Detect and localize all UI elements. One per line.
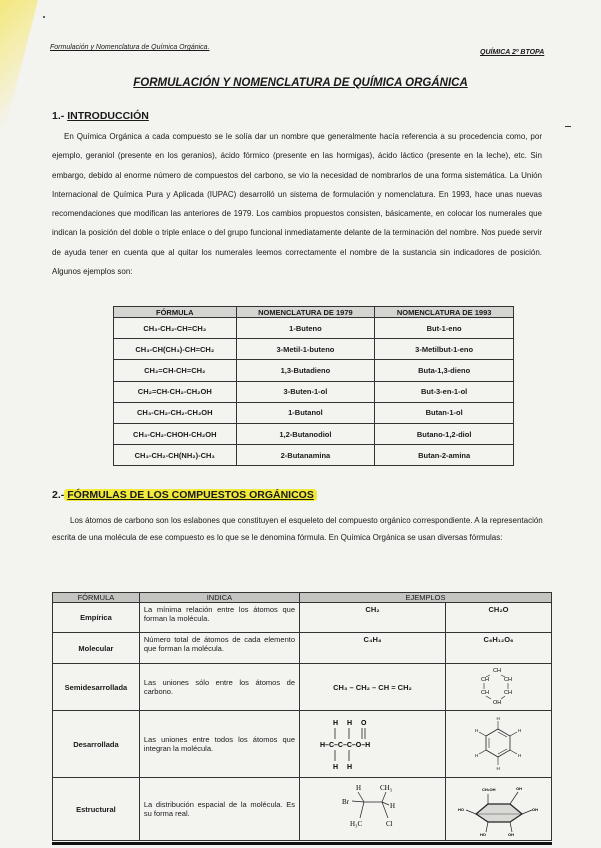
o-top: O [361, 720, 367, 727]
svg-text:HO: HO [458, 807, 465, 812]
table-row: CH₃-CH₂-CH=CH₂ 1-Buteno But-1-eno [114, 318, 514, 339]
glucose-structural-diagram [446, 778, 550, 838]
header-left: Formulación y Nomenclatura de Química Orgánica. [50, 44, 210, 51]
svg-text:Br: Br [342, 798, 350, 806]
svg-text:H: H [356, 784, 362, 792]
table-row: Molecular Número total de átomos de cada elemento que forman la molécula. C₄H₈ C₆H₁₂O₆ [53, 633, 552, 664]
h-bot-2: H [347, 764, 353, 771]
bottom-rule [52, 842, 552, 845]
col-1979: NOMENCLATURA DE 1979 [236, 307, 375, 318]
table-row: CH₃-CH₂-CHOH-CH₂OH 1,2-Butanodiol Butano-1,2-diol [114, 423, 514, 444]
table-row: CH₃-CH₂-CH₂-CH₂OH 1-Butanol Butan-1-ol [114, 402, 514, 423]
label-ch-lr: CH [504, 690, 513, 696]
col-indica: INDICA [139, 593, 299, 603]
table-row: CH₂=CH-CH=CH₂ 1,3-Butadieno Buta-1,3-dieno [114, 360, 514, 381]
svg-text:OH: OH [508, 832, 515, 837]
table-row: Semidesarrollada Las uniones sólo entre los átomos de carbono. CH₃ – CH₂ – CH = CH₂ CH CH CH CH CH OH [53, 664, 552, 711]
svg-text:H: H [518, 753, 522, 758]
svg-text:OH: OH [516, 786, 523, 791]
table-row: CH₃-CH(CH₃)-CH=CH₂ 3-Metil-1-buteno 3-Metilbut-1-eno [114, 339, 514, 360]
col-formula: FÓRMULA [53, 593, 140, 603]
svg-text:HO: HO [480, 832, 487, 837]
svg-text:CH₂OH: CH₂OH [482, 787, 497, 792]
table-row: Empírica La mínima relación entre los átomos que forman la molécula. CH₂ CH₂O [53, 603, 552, 633]
svg-text:H: H [475, 753, 479, 758]
benzene-semideveloped-diagram [446, 664, 550, 708]
section1-paragraph: En Química Orgánica a cada compuesto se le solía dar un nombre que generalmente hacía referencia a su procedencia como, por ejemplo, geraniol (presente en los geranios), ácido fórmico (presente en las hormigas), ácido láctico (presente en la leche), etc. Sin embargo, debido al enorme número de compuestos del carbono, se vio la necesidad de nombrarlos de una forma sistemática. La Unión Internacional de Química Pura y Aplicada (IUPAC) desarrolló un sistema de formulación y nomenclatura. En 1993, hace unas nuevas recomendaciones que modifican las anteriores de 1979. Los cambios propuestos consisten, básicamente, en colocar los numerales que indican la posición del doble o triple enlace o del grupo funcional inmediatamente delante de la terminación del nombre. Nos puede servir de ayuda tener en cuenta que al quitar los numerales leemos correctamente el nombre de la sustancia sin indicadores de posición. Algunos ejemplos son: [52, 132, 542, 277]
col-formula: FÓRMULA [114, 307, 237, 318]
section1-heading: 1.- INTRODUCCIÓN [52, 110, 149, 122]
table-row: Estructural La distribución espacial de la molécula. Es su forma real. H CH₃ Br H H₃C Cl CH₂OH OH OH HO HO OH [53, 778, 552, 841]
label-ch-top: CH [493, 668, 502, 674]
benzene-developed-diagram [446, 711, 550, 775]
svg-text:H: H [390, 802, 396, 810]
section2-paragraph: Los átomos de carbono son los eslabones que constituyen el esqueleto del compuesto orgánico correspondiente. A la representación escrita de una molécula de ese compuesto es lo que se le denomina fórmula. En Química Orgánica se usan diversas fórmulas: [52, 516, 543, 542]
label-ch-ul: CH [481, 677, 490, 683]
document-title: FORMULACIÓN Y NOMENCLATURA DE QUÍMICA ORGÁNICA [133, 77, 468, 89]
label-oh: OH [493, 700, 502, 706]
svg-text:CH₃: CH₃ [380, 784, 393, 792]
chiral-molecule-diagram [300, 778, 444, 838]
h-top-1: H [333, 720, 339, 727]
h-top-2: H [347, 720, 353, 727]
propanol-developed-diagram [300, 711, 444, 775]
table-row: CH₃-CH₂-CH(NH₂)-CH₃ 2-Butanamina Butan-2-amina [114, 445, 514, 466]
label-ch-ur: CH [504, 677, 513, 683]
page-corner-highlight [0, 0, 40, 150]
formula-types-table [52, 592, 552, 841]
header-right: QUÍMICA 2º BTOPA [480, 49, 545, 56]
col-ejemplos: EJEMPLOS [300, 593, 552, 603]
svg-text:H₃C: H₃C [350, 820, 363, 828]
table-header-row [114, 307, 514, 318]
section2-heading: 2.- FÓRMULAS DE LOS COMPUESTOS ORGÁNICOS [52, 489, 317, 501]
margin-mark [565, 126, 571, 127]
svg-text:H: H [496, 766, 501, 771]
label-ch-ll: CH [481, 690, 490, 696]
col-1993: NOMENCLATURA DE 1993 [375, 307, 514, 318]
table-row: Desarrollada Las uniones entre todos los átomos que integran la molécula. H H O H–C–C–C–O–H H H H H H H H H [53, 711, 552, 778]
svg-text:H: H [518, 728, 522, 733]
table-row: CH₂=CH-CH₂-CH₂OH 3-Buten-1-ol But-3-en-1-ol [114, 381, 514, 402]
desa-chain: H–C–C–C–O–H [320, 742, 371, 749]
nomenclature-table [113, 306, 514, 466]
speck [43, 16, 45, 18]
svg-text:OH: OH [532, 807, 539, 812]
table-header-row [53, 593, 552, 603]
h-bot-1: H [333, 764, 339, 771]
svg-text:H: H [475, 728, 479, 733]
svg-text:Cl: Cl [386, 820, 394, 828]
svg-text:H: H [496, 716, 501, 721]
